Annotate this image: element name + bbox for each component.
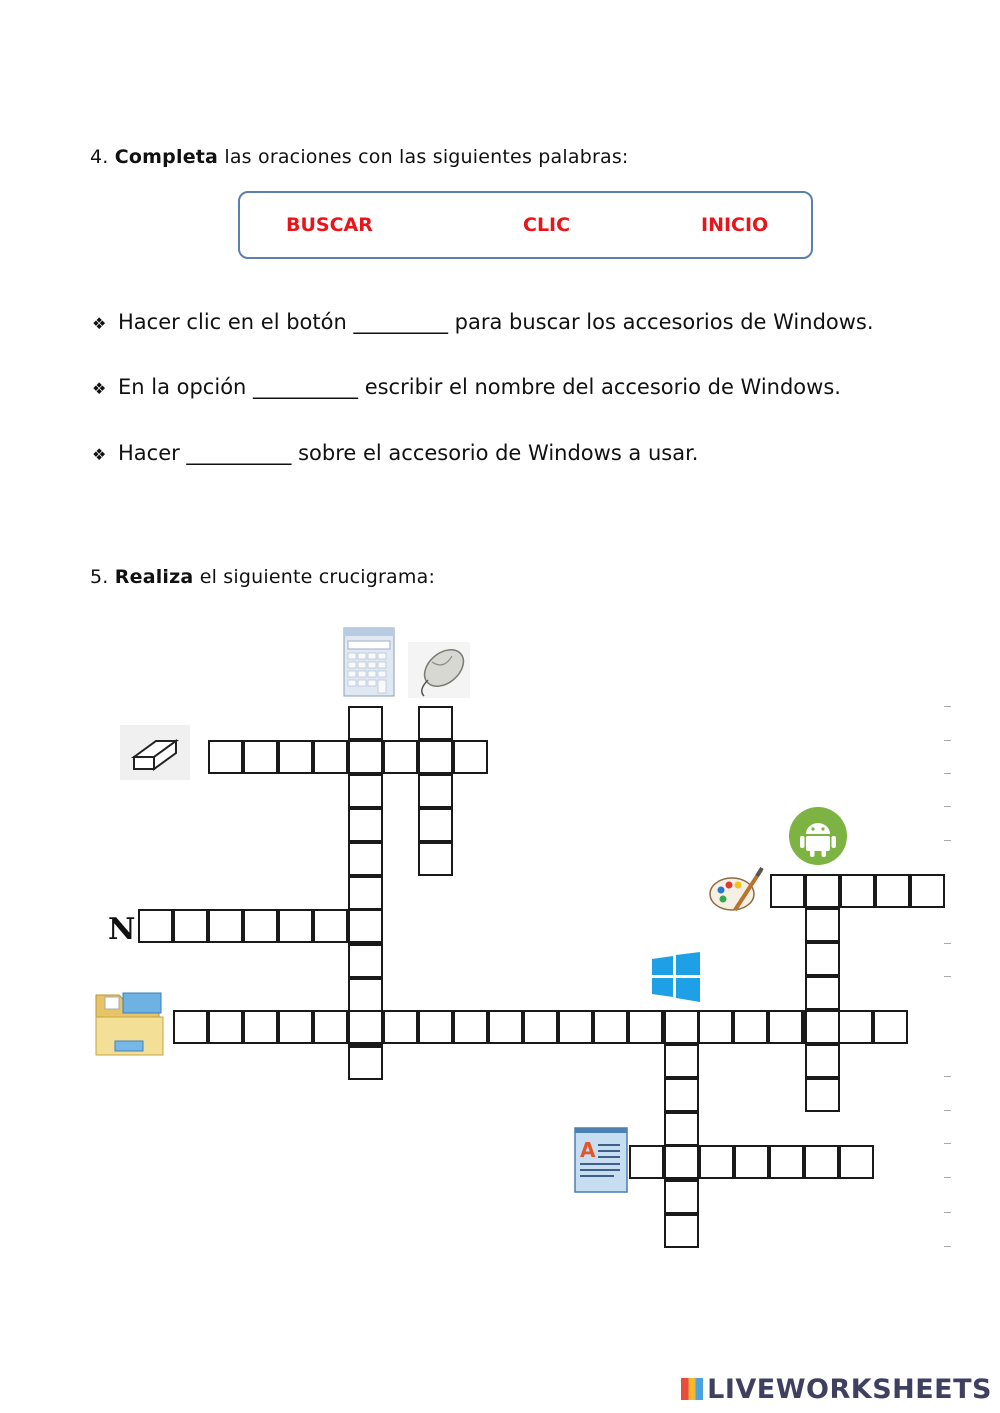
crossword-cell[interactable] (664, 1180, 699, 1214)
crossword-cell[interactable] (664, 1214, 699, 1248)
crossword-cell[interactable] (558, 1010, 593, 1044)
crossword-cell[interactable] (383, 740, 418, 774)
crossword-cell[interactable] (804, 1145, 839, 1179)
crossword-cell[interactable] (418, 1010, 453, 1044)
crossword-cell[interactable] (805, 942, 840, 976)
crossword-cell[interactable] (875, 874, 910, 908)
crossword-letter-hint: N (108, 912, 136, 947)
crossword-cell[interactable] (208, 740, 243, 774)
crossword-cell[interactable] (873, 1010, 908, 1044)
crossword-cell[interactable] (699, 1145, 734, 1179)
crossword-cell[interactable] (698, 1010, 733, 1044)
file-explorer-icon (93, 987, 167, 1059)
crossword-cell[interactable] (418, 706, 453, 740)
question-4-verb: Completa (114, 146, 219, 168)
crossword-cell[interactable] (348, 774, 383, 808)
word-bank (238, 191, 813, 259)
crossword-cell[interactable] (348, 876, 383, 910)
edge-mark (944, 773, 951, 774)
crossword-cell[interactable] (839, 1145, 874, 1179)
crossword-cell[interactable] (418, 842, 453, 876)
crossword-cell[interactable] (628, 1010, 663, 1044)
crossword-cell[interactable] (418, 774, 453, 808)
word-bank-item: CLIC (523, 214, 571, 236)
crossword-cell[interactable] (173, 1010, 208, 1044)
crossword-cell[interactable] (278, 1010, 313, 1044)
crossword-cell[interactable] (840, 874, 875, 908)
crossword-cell[interactable] (629, 1145, 664, 1179)
crossword-cell[interactable] (734, 1145, 769, 1179)
crossword-cell[interactable] (769, 1145, 804, 1179)
crossword-cell[interactable] (383, 1010, 418, 1044)
crossword-cell[interactable] (173, 909, 208, 943)
logo-mark-icon (681, 1378, 703, 1400)
question-4-text: las oraciones con las siguientes palabras: (224, 146, 629, 168)
edge-mark (944, 943, 951, 944)
calculator-icon (343, 627, 395, 697)
question-5-heading: 5. Realiza el siguiente crucigrama: (90, 566, 436, 588)
crossword-cell[interactable] (348, 1046, 383, 1080)
crossword-cell[interactable] (348, 909, 383, 943)
paint-palette-icon (707, 864, 765, 919)
edge-mark (944, 976, 951, 977)
edge-mark (944, 840, 951, 841)
crossword-cell[interactable] (805, 874, 840, 908)
edge-mark (944, 1246, 951, 1247)
edge-mark (944, 806, 951, 807)
crossword-cell[interactable] (208, 1010, 243, 1044)
crossword-cell[interactable] (453, 740, 488, 774)
crossword-cell[interactable] (313, 1010, 348, 1044)
crossword-cell[interactable] (838, 1010, 873, 1044)
liveworksheets-logo: LIVEWORKSHEETS (681, 1374, 992, 1405)
crossword-cell[interactable] (348, 706, 383, 740)
crossword-cell[interactable] (768, 1010, 803, 1044)
crossword-cell[interactable] (488, 1010, 523, 1044)
wordpad-icon (574, 1127, 628, 1193)
eraser-icon (120, 725, 190, 780)
crossword-cell[interactable] (664, 1010, 699, 1044)
question-5-verb: Realiza (114, 566, 194, 588)
crossword-cell[interactable] (348, 740, 383, 774)
svg-text:A: A (580, 1138, 596, 1162)
windows-icon (650, 952, 702, 1002)
crossword-cell[interactable] (453, 1010, 488, 1044)
question-5-text: el siguiente crucigrama: (199, 566, 436, 588)
edge-mark (944, 1076, 951, 1077)
crossword-cell[interactable] (243, 1010, 278, 1044)
crossword-cell[interactable] (664, 1112, 699, 1146)
sentence-2[interactable]: ❖ En la opción __________ escribir el nombre del accesorio de Windows. (92, 375, 841, 399)
crossword-cell[interactable] (278, 909, 313, 943)
edge-mark (944, 1212, 951, 1213)
crossword-cell[interactable] (805, 1078, 840, 1112)
crossword-cell[interactable] (313, 740, 348, 774)
crossword-cell[interactable] (278, 740, 313, 774)
crossword-cell[interactable] (664, 1078, 699, 1112)
edge-mark (944, 1177, 951, 1178)
edge-mark (944, 740, 951, 741)
crossword-cell[interactable] (805, 908, 840, 942)
edge-mark (944, 1143, 951, 1144)
crossword-cell[interactable] (313, 909, 348, 943)
sentence-3[interactable]: ❖ Hacer __________ sobre el accesorio de Windows a usar. (92, 441, 699, 465)
crossword-cell[interactable] (348, 808, 383, 842)
crossword-cell[interactable] (243, 909, 278, 943)
crossword-cell[interactable] (208, 909, 243, 943)
crossword-cell[interactable] (664, 1145, 699, 1179)
crossword-cell[interactable] (593, 1010, 628, 1044)
crossword-cell[interactable] (805, 1044, 840, 1078)
crossword-cell[interactable] (418, 808, 453, 842)
crossword-cell[interactable] (138, 909, 173, 943)
crossword-cell[interactable] (770, 874, 805, 908)
mouse-icon (408, 642, 470, 698)
crossword-cell[interactable] (733, 1010, 768, 1044)
crossword-cell[interactable] (348, 842, 383, 876)
crossword-cell[interactable] (910, 874, 945, 908)
question-4-heading: 4. Completa las oraciones con las siguientes palabras: (90, 146, 629, 168)
crossword-cell[interactable] (348, 944, 383, 978)
crossword-cell[interactable] (243, 740, 278, 774)
crossword-cell[interactable] (348, 1010, 383, 1044)
edge-mark (944, 706, 951, 707)
crossword-cell[interactable] (664, 1044, 699, 1078)
android-icon (789, 807, 847, 865)
crossword-cell[interactable] (805, 1010, 840, 1044)
crossword-cell[interactable] (523, 1010, 558, 1044)
crossword-cell[interactable] (348, 978, 383, 1012)
crossword-cell[interactable] (805, 976, 840, 1010)
word-bank-item: BUSCAR (286, 214, 373, 236)
word-bank-item: INICIO (701, 214, 769, 236)
crossword-cell[interactable] (418, 740, 453, 774)
sentence-1[interactable]: ❖ Hacer clic en el botón _________ para buscar los accesorios de Windows. (92, 310, 874, 334)
edge-mark (944, 1110, 951, 1111)
